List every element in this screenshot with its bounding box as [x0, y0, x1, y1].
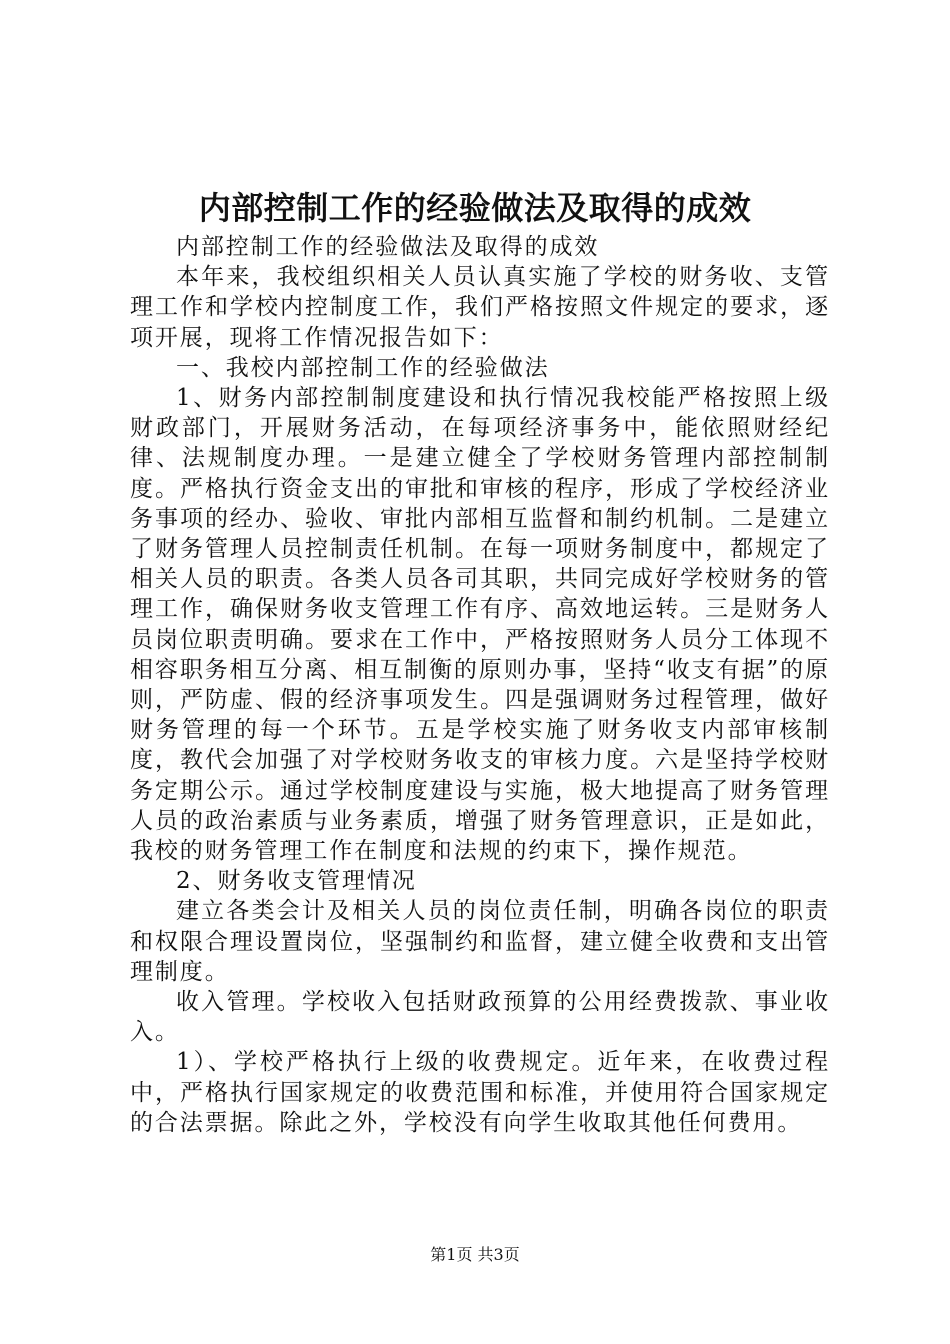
section-heading-1: 一、我校内部控制工作的经验做法 [176, 354, 550, 381]
paragraph-subtitle: 内部控制工作的经验做法及取得的成效 [176, 234, 600, 260]
document-body [130, 232, 830, 1138]
paragraph-responsibility: 建立各类会计及相关人员的岗位责任制，明确各岗位的职责和权限合理设置岗位，坚强制约和监督，建立健全收费和支出管理制度。 [130, 898, 830, 985]
paragraph-income: 收入管理。学校收入包括财政预算的公用经费拨款、事业收入。 [130, 989, 830, 1046]
section-heading-2: 2、财务收支管理情况 [176, 868, 417, 895]
document-title: 内部控制工作的经验做法及取得的成效 [198, 189, 752, 227]
paragraph-finance-control: 1、财务内部控制制度建设和执行情况我校能严格按照上级财政部门，开展财务活动，在每项经济事务中，能依照财经纪律、法规制度办理。一是建立健全了学校财务管理内部控制制度。严格执行资金支出的审批和审核的程序，形成了学校经济业务事项的经办、验收、审批内部相互监督和制约机制。二是建立了财务管理人员控制责任机制。在每一项财务制度中，都规定了相关人员的职责。各类人员各司其职，共同完成好学校财务的管理工作，确保财务收支管理工作有序、高效地运转。三是财务人员岗位职责明确。要求在工作中，严格按照财务人员分工体现不相容职务相互分离、相互制衡的原则办事，坚持“收支有据”的原则，严防虚、假的经济事项发生。四是强调财务过程管理，做好财务管理的每一个环节。五是学校实施了财务收支内部审核制度，教代会加强了对学校财务收支的审核力度。六是坚持学校财务定期公示。通过学校制度建设与实施，极大地提高了财务管理人员的政治素质与业务素质，增强了财务管理意识，正是如此，我校的财务管理工作在制度和法规的约束下，操作规范。 [130, 385, 830, 865]
page-footer: 第1页 共3页 [430, 1245, 520, 1264]
paragraph-intro: 本年来，我校组织相关人员认真实施了学校的财务收、支管理工作和学校内控制度工作，我们严格按照文件规定的要求，逐项开展，现将工作情况报告如下： [130, 264, 830, 351]
paragraph-fees: 1）、学校严格执行上级的收费规定。近年来，在收费过程中，严格执行国家规定的收费范围和标准，并使用符合国家规定的合法票据。除此之外，学校没有向学生收取其他任何费用。 [130, 1049, 830, 1136]
